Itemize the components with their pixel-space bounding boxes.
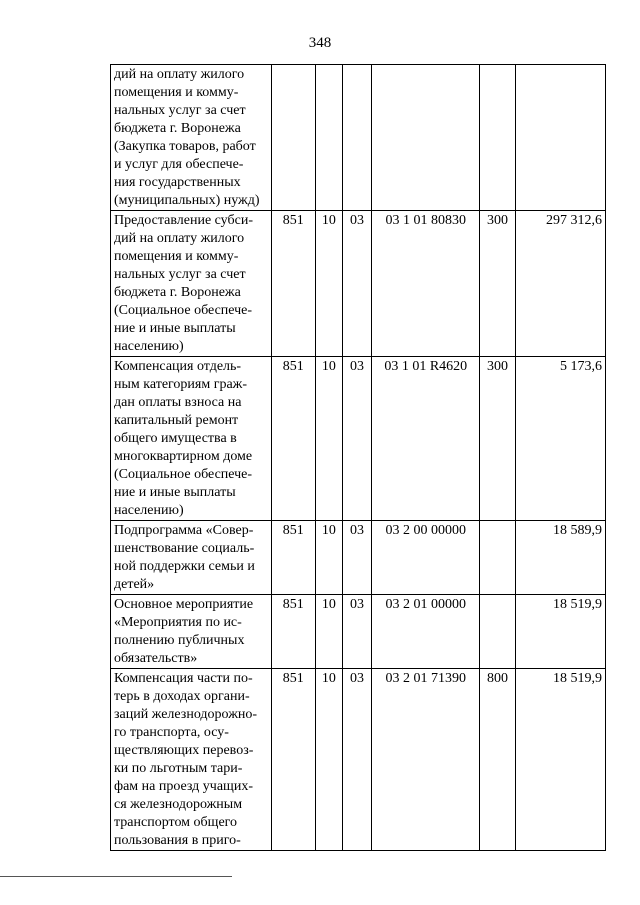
cell-vr <box>480 595 515 669</box>
name-line: Основное мероприятие <box>114 597 254 612</box>
cell-vr: 300 <box>480 357 515 521</box>
cell-name <box>111 65 272 211</box>
cell-vr <box>480 65 515 211</box>
cell-vr: 300 <box>480 211 515 357</box>
cell-sum: 18 519,9 <box>515 669 605 851</box>
name-line: ки по льготным тари- <box>114 761 243 776</box>
cell-name <box>111 669 272 851</box>
cell-sum: 18 589,9 <box>515 521 605 595</box>
name-line: (Закупка товаров, работ <box>114 139 256 154</box>
cell-rz: 10 <box>315 595 342 669</box>
cell-name <box>111 595 272 669</box>
name-line: дий на оплату жилого <box>114 67 245 82</box>
cell-csr: 03 2 01 00000 <box>372 595 480 669</box>
cell-sum: 297 312,6 <box>515 211 605 357</box>
cell-pr <box>342 65 371 211</box>
name-line: терь в доходах органи- <box>114 689 250 704</box>
name-line: дий на оплату жилого <box>114 231 245 246</box>
name-line: обязательств» <box>114 651 198 666</box>
name-line: ществляющих перевоз- <box>114 743 254 758</box>
page-number: 348 <box>308 35 332 51</box>
name-line: помещения и комму- <box>114 85 239 100</box>
name-line: многоквартирном доме <box>114 449 253 464</box>
name-line: населению) <box>114 503 184 518</box>
name-line: населению) <box>114 339 184 354</box>
cell-pr: 03 <box>342 357 371 521</box>
name-line: бюджета г. Воронежа <box>114 121 241 136</box>
name-line: и услуг для обеспече- <box>114 157 244 172</box>
cell-pr: 03 <box>342 669 371 851</box>
cell-sum <box>515 65 605 211</box>
name-line: капитальный ремонт <box>114 413 239 428</box>
footer-rule <box>0 876 232 877</box>
table-row <box>111 211 606 357</box>
name-line: бюджета г. Воронежа <box>114 285 241 300</box>
name-line: ной поддержки семьи и <box>114 559 255 574</box>
name-line: «Мероприятия по ис- <box>114 615 242 630</box>
name-line: Компенсация отдель- <box>114 359 242 374</box>
cell-vr: 800 <box>480 669 515 851</box>
cell-ved: 851 <box>271 595 315 669</box>
table-row <box>111 669 606 851</box>
cell-csr: 03 1 01 R4620 <box>372 357 480 521</box>
table-body <box>111 65 606 851</box>
name-line: ние и иные выплаты <box>114 485 236 500</box>
cell-csr: 03 2 00 00000 <box>372 521 480 595</box>
name-line: транспортом общего <box>114 815 238 830</box>
cell-csr: 03 2 01 71390 <box>372 669 480 851</box>
name-line: нальных услуг за счет <box>114 267 246 282</box>
cell-rz <box>315 65 342 211</box>
name-line: (Социальное обеспече- <box>114 303 253 318</box>
cell-pr: 03 <box>342 595 371 669</box>
name-line: Компенсация части по- <box>114 671 253 686</box>
cell-ved: 851 <box>271 211 315 357</box>
name-line: ния государственных <box>114 175 241 190</box>
name-line: полнению публичных <box>114 633 245 648</box>
name-line: шенствование социаль- <box>114 541 255 556</box>
name-line: (Социальное обеспече- <box>114 467 253 482</box>
name-line: пользования в приго- <box>114 833 241 848</box>
cell-ved: 851 <box>271 357 315 521</box>
cell-sum: 18 519,9 <box>515 595 605 669</box>
cell-name <box>111 521 272 595</box>
name-line: ние и иные выплаты <box>114 321 236 336</box>
cell-csr: 03 1 01 80830 <box>372 211 480 357</box>
cell-rz: 10 <box>315 669 342 851</box>
cell-csr <box>372 65 480 211</box>
cell-rz: 10 <box>315 211 342 357</box>
name-line: фам на проезд учащих- <box>114 779 253 794</box>
cell-pr: 03 <box>342 521 371 595</box>
cell-ved <box>271 65 315 211</box>
name-line: заций железнодорожно- <box>114 707 258 722</box>
table-row <box>111 595 606 669</box>
cell-sum: 5 173,6 <box>515 357 605 521</box>
name-line: дан оплаты взноса на <box>114 395 242 410</box>
name-line: общего имущества в <box>114 431 237 446</box>
cell-rz: 10 <box>315 357 342 521</box>
name-line: Подпрограмма «Совер- <box>114 523 254 538</box>
budget-table <box>110 64 606 851</box>
name-line: ся железнодорожным <box>114 797 243 812</box>
table-row <box>111 521 606 595</box>
name-line: Предоставление субси- <box>114 213 253 228</box>
cell-vr <box>480 521 515 595</box>
cell-pr: 03 <box>342 211 371 357</box>
name-line: помещения и комму- <box>114 249 239 264</box>
cell-ved: 851 <box>271 669 315 851</box>
name-line: нальных услуг за счет <box>114 103 246 118</box>
cell-rz: 10 <box>315 521 342 595</box>
table-row <box>111 357 606 521</box>
cell-ved: 851 <box>271 521 315 595</box>
name-line: детей» <box>114 577 155 592</box>
name-line: го транспорта, осу- <box>114 725 229 740</box>
cell-name <box>111 211 272 357</box>
cell-name <box>111 357 272 521</box>
name-line: (муниципальных) нужд) <box>114 193 260 208</box>
name-line: ным категориям граж- <box>114 377 248 392</box>
table-row <box>111 65 606 211</box>
